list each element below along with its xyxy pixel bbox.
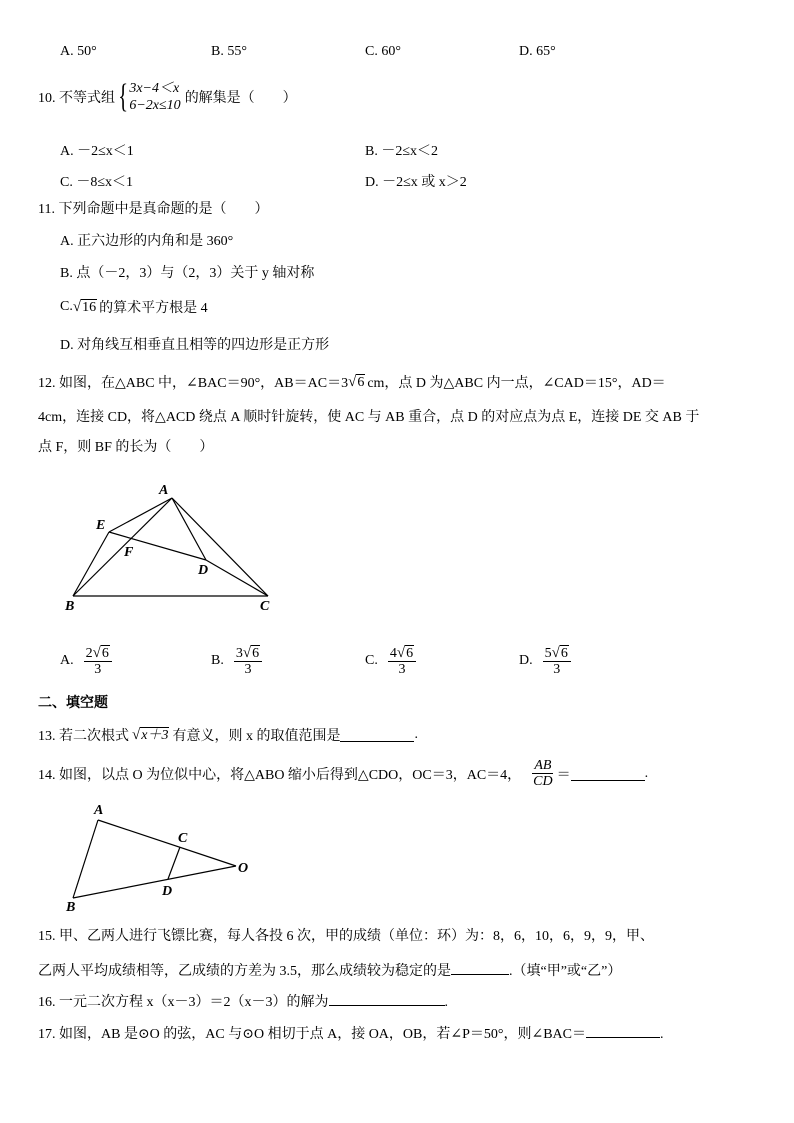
- label-e: E: [96, 518, 106, 533]
- denominator: 3: [94, 662, 102, 677]
- q16: [38, 991, 448, 1011]
- q11-option-a: A. 正六边形的内角和是 360°: [60, 234, 234, 249]
- segment-ad: [172, 498, 206, 560]
- radicand: 6: [252, 646, 260, 661]
- q11-option-c-label: C.: [60, 299, 73, 314]
- answer-blank-15[interactable]: [451, 961, 509, 975]
- q10-option-d: D. －2≤x 或 x＞2: [365, 175, 467, 190]
- coefficient: 4: [389, 646, 397, 661]
- q15-line-2-a: 乙两人平均成绩相等，乙成绩的方差为 3.5，那么成绩较为稳定的是: [38, 964, 451, 979]
- q12-line-1: [38, 372, 666, 392]
- fraction-ab-cd: [531, 758, 554, 789]
- segment-ab: [73, 498, 172, 596]
- brace-symbol: {: [118, 78, 129, 115]
- q10-prefix: 10. 不等式组: [38, 91, 115, 106]
- label-d: D: [198, 563, 209, 578]
- q10-stem: [38, 80, 297, 114]
- q15-line-2: [38, 960, 621, 980]
- label-d: D: [162, 884, 173, 899]
- answer-blank-16[interactable]: [329, 992, 445, 1006]
- denominator: CD: [533, 774, 553, 789]
- option-label: C.: [365, 653, 378, 668]
- q9-option-d: D. 65°: [519, 44, 556, 59]
- inequality-1: 3x−4＜x: [129, 81, 180, 96]
- radical-sign: √: [396, 645, 406, 661]
- q12-option-b: [211, 645, 262, 677]
- label-c: C: [260, 599, 270, 614]
- radical-sign: √: [132, 727, 141, 743]
- radical-sign: √: [551, 645, 560, 661]
- q11-option-c-rest: 的算术平方根是 4: [99, 301, 208, 316]
- radical-sign: √: [348, 374, 357, 390]
- q14-prefix: 14. 如图，以点 O 为位似中心，将△ABO 缩小后得到△CDO，OC＝3，AC＝4，: [38, 767, 522, 783]
- equals-sign: ＝: [556, 767, 571, 783]
- radicand: 16: [82, 300, 97, 315]
- q17-end: .: [660, 1027, 664, 1042]
- q17: [38, 1023, 664, 1043]
- inequality-system: [129, 80, 180, 114]
- numerator: [388, 645, 416, 662]
- answer-blank-14[interactable]: [571, 767, 645, 781]
- coefficient: 3: [235, 646, 243, 661]
- segment-dc: [206, 560, 268, 596]
- radical-sign: √: [92, 645, 101, 661]
- q11-stem: 11. 下列命题中是真命题的是（ ）: [38, 202, 269, 217]
- option-label: D.: [519, 653, 533, 668]
- q16-end: .: [444, 995, 448, 1010]
- q14: [38, 758, 648, 789]
- segment-cd: [168, 847, 180, 879]
- fraction: [234, 645, 262, 677]
- q12-option-d: [519, 645, 571, 677]
- segment-ao: [98, 820, 236, 866]
- q10-suffix: 的解集是（ ）: [184, 91, 297, 106]
- q12-line-1-a: 12. 如图，在△ABC 中，∠BAC＝90°，AB＝AC＝3: [38, 376, 349, 391]
- label-f: F: [124, 545, 134, 560]
- segment-ac: [172, 498, 268, 596]
- fraction: [388, 645, 416, 677]
- q17-text: 17. 如图，AB 是⊙O 的弦，AC 与⊙O 相切于点 A，接 OA，OB，若∠P＝50°，则∠BAC＝: [38, 1027, 586, 1042]
- option-label: B.: [211, 653, 224, 668]
- radical-sign: √: [72, 299, 82, 315]
- q14-similar-triangle-figure: [60, 798, 260, 916]
- radical-sign: √: [242, 645, 252, 661]
- q9-option-a: A. 50°: [60, 44, 97, 59]
- q12-option-a: [60, 645, 112, 677]
- q11-option-b: B. 点（－2，3）与（2，3）关于 y 轴对称: [60, 266, 315, 281]
- fraction: [84, 645, 112, 677]
- numerator: [84, 645, 112, 662]
- radicand: 6: [406, 646, 414, 661]
- denominator: 3: [553, 662, 561, 677]
- radicand: 6: [101, 646, 109, 661]
- coefficient: 5: [544, 646, 552, 661]
- answer-blank-13[interactable]: [340, 728, 414, 742]
- q12-option-c: [365, 645, 416, 677]
- q10-option-a: A. －2≤x＜1: [60, 144, 134, 159]
- numerator: [234, 645, 262, 662]
- q15-line-2-b: .（填“甲”或“乙”）: [509, 964, 622, 979]
- q12-line-2: 4cm，连接 CD，将△ACD 绕点 A 顺时针旋转，使 AC 与 AB 重合，点 D 的对应点为点 E，连接 DE 交 AB 于: [38, 410, 700, 425]
- sqrt-6: [348, 374, 365, 390]
- q12-line-3: 点 F，则 BF 的长为（ ）: [38, 440, 214, 455]
- denominator: 3: [244, 662, 252, 677]
- q16-text: 16. 一元二次方程 x（x－3）＝2（x－3）的解为: [38, 995, 329, 1010]
- segment-be: [73, 532, 109, 596]
- sqrt-x-plus-3: [132, 727, 169, 743]
- radicand: x＋3: [141, 728, 169, 743]
- q11-option-c: [60, 297, 208, 317]
- label-b: B: [66, 900, 76, 915]
- segment-bo: [73, 866, 236, 898]
- sqrt-16: [73, 299, 97, 315]
- section-title-fill-in: 二、填空题: [38, 695, 108, 711]
- q12-line-1-b: cm，点 D 为△ABC 内一点，∠CAD＝15°，AD＝: [367, 376, 666, 391]
- q11-option-d: D. 对角线互相垂直且相等的四边形是正方形: [60, 338, 330, 353]
- radicand: 6: [560, 646, 568, 661]
- option-label: A.: [60, 653, 74, 668]
- label-a: A: [94, 803, 104, 818]
- coefficient: 2: [85, 646, 93, 661]
- q10-option-c: C. －8≤x＜1: [60, 175, 134, 190]
- denominator: 3: [398, 662, 406, 677]
- label-o: O: [238, 861, 249, 876]
- segment-ea: [109, 498, 172, 532]
- segment-ab: [73, 820, 98, 898]
- numerator: AB: [534, 758, 552, 773]
- q13-prefix: 13. 若二次根式: [38, 729, 129, 744]
- q9-option-b: B. 55°: [211, 44, 247, 59]
- answer-blank-17[interactable]: [586, 1024, 660, 1038]
- q13: [38, 725, 418, 745]
- numerator: [543, 645, 571, 662]
- fraction: [543, 645, 571, 677]
- q12-triangle-figure: [60, 478, 290, 618]
- q14-end: .: [644, 765, 649, 781]
- label-c: C: [178, 831, 188, 846]
- q13-end: .: [414, 727, 418, 742]
- label-a: A: [159, 483, 169, 498]
- q10-option-b: B. －2≤x＜2: [365, 144, 439, 159]
- radicand: 6: [357, 375, 365, 390]
- label-b: B: [65, 599, 75, 614]
- q15-line-1: 15. 甲、乙两人进行飞镖比赛，每人各投 6 次，甲的成绩（单位：环）为：8，6，10，6，9，9，甲、: [38, 929, 654, 944]
- q9-option-c: C. 60°: [365, 44, 401, 59]
- inequality-2: 6−2x≤10: [129, 98, 181, 113]
- q13-suffix: 有意义，则 x 的取值范围是: [172, 729, 341, 744]
